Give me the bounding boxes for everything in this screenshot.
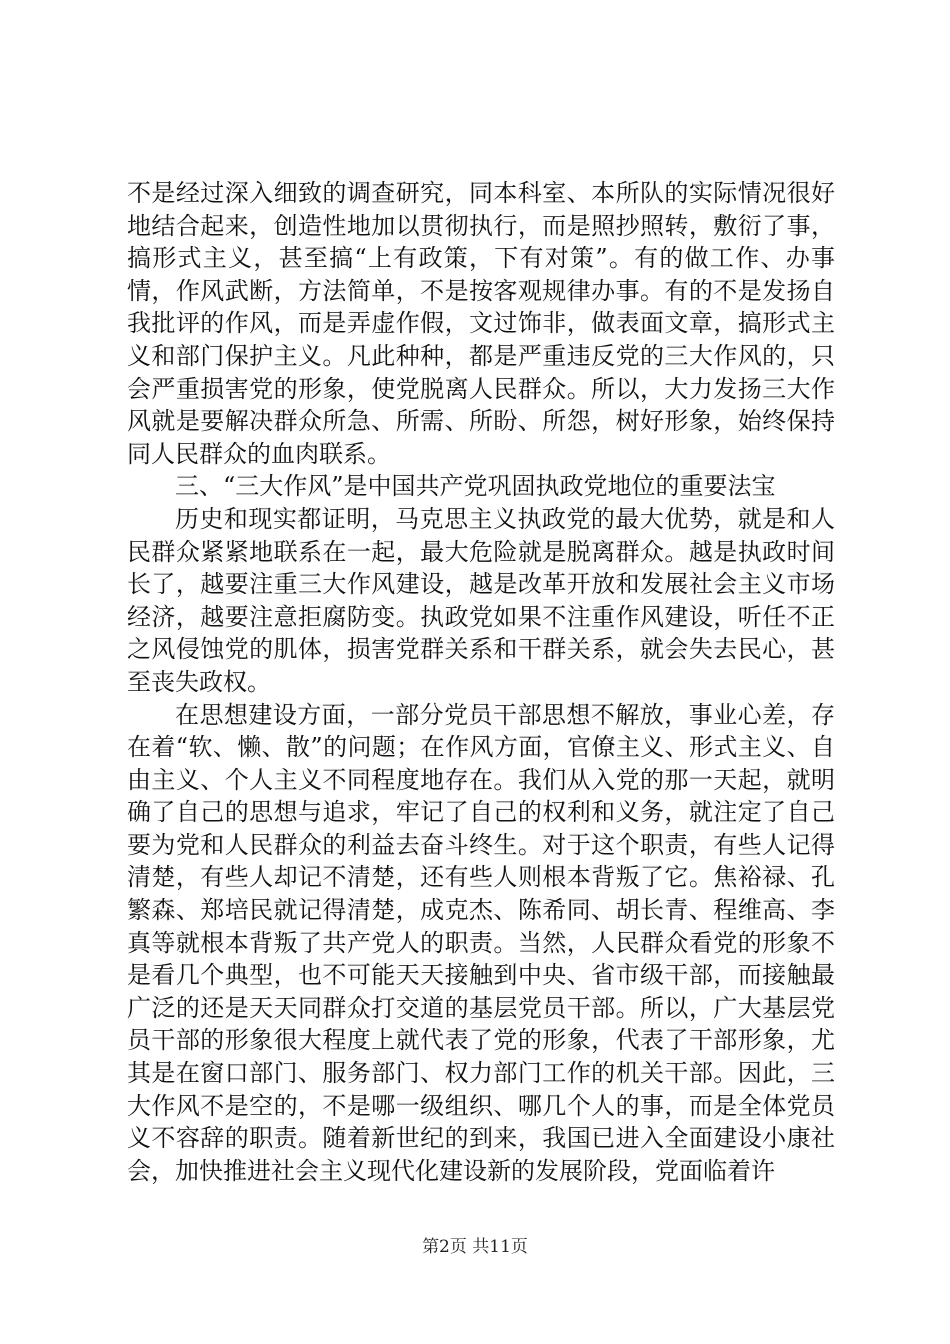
paragraph-continuation: 不是经过深入细致的调查研究，同本科室、本所队的实际情况很好地结合起来，创造性地加以贯彻执行，而是照抄照转，敷衍了事，搞形式主义，甚至搞“上有政策，下有对策”。有的做工作、办事情，作风武断，方法简单，不是按客观规律办事。有的不是发扬自我批评的作风，而是弄虚作假，文过饰非，做表面文章，搞形式主义和部门保护主义。凡此种种，都是严重违反党的三大作风的，只会严重损害党的形象，使党脱离人民群众。所以，大力发扬三大作风就是要解决群众所急、所需、所盼、所怨，树好形象，始终保持同人民群众的血肉联系。 xyxy=(127,179,835,468)
paragraph-history: 历史和现实都证明，马克思主义执政党的最大优势，就是和人民群众紧紧地联系在一起，最大危险就是脱离群众。越是执政时间长了，越要注重三大作风建设，越是改革开放和发展社会主义市场经济，越要注意拒腐防变。执政党如果不注重作风建设，听任不正之风侵蚀党的肌体，损害党群关系和干群关系，就会失去民心，甚至丧失政权。 xyxy=(127,504,835,696)
page-number: 第2页 共11页 xyxy=(422,1237,528,1257)
section-heading: 三、“三大作风”是中国共产党巩固执政党地位的重要法宝 xyxy=(175,472,776,501)
paragraph-ideology: 在思想建设方面，一部分党员干部思想不解放，事业心差，存在着“软、懒、散”的问题；在作风方面，官僚主义、形式主义、自由主义、个人主义不同程度地存在。我们从入党的那一天起，就明确了自己的思想与追求，牢记了自己的权利和义务，就注定了自己要为党和人民群众的利益去奋斗终生。对于这个职责，有些人记得清楚，有些人却记不清楚，还有些人则根本背叛了它。焦裕禄、孔繁森、郑培民就记得清楚，成克杰、陈希同、胡长青、程维高、李真等就根本背叛了共产党人的职责。当然，人民群众看党的形象不是看几个典型，也不可能天天接触到中央、省市级干部，而接触最广泛的还是天天同群众打交道的基层党员干部。所以，广大基层党员干部的形象很大程度上就代表了党的形象，代表了干部形象，尤其是在窗口部门、服务部门、权力部门工作的机关干部。因此，三大作风不是空的，不是哪一级组织、哪几个人的事，而是全体党员义不容辞的职责。随着新世纪的到来，我国已进入全面建设小康社会，加快推进社会主义现代化建设新的发展阶段，党面临着许 xyxy=(127,700,835,1185)
document-body xyxy=(127,177,835,1187)
